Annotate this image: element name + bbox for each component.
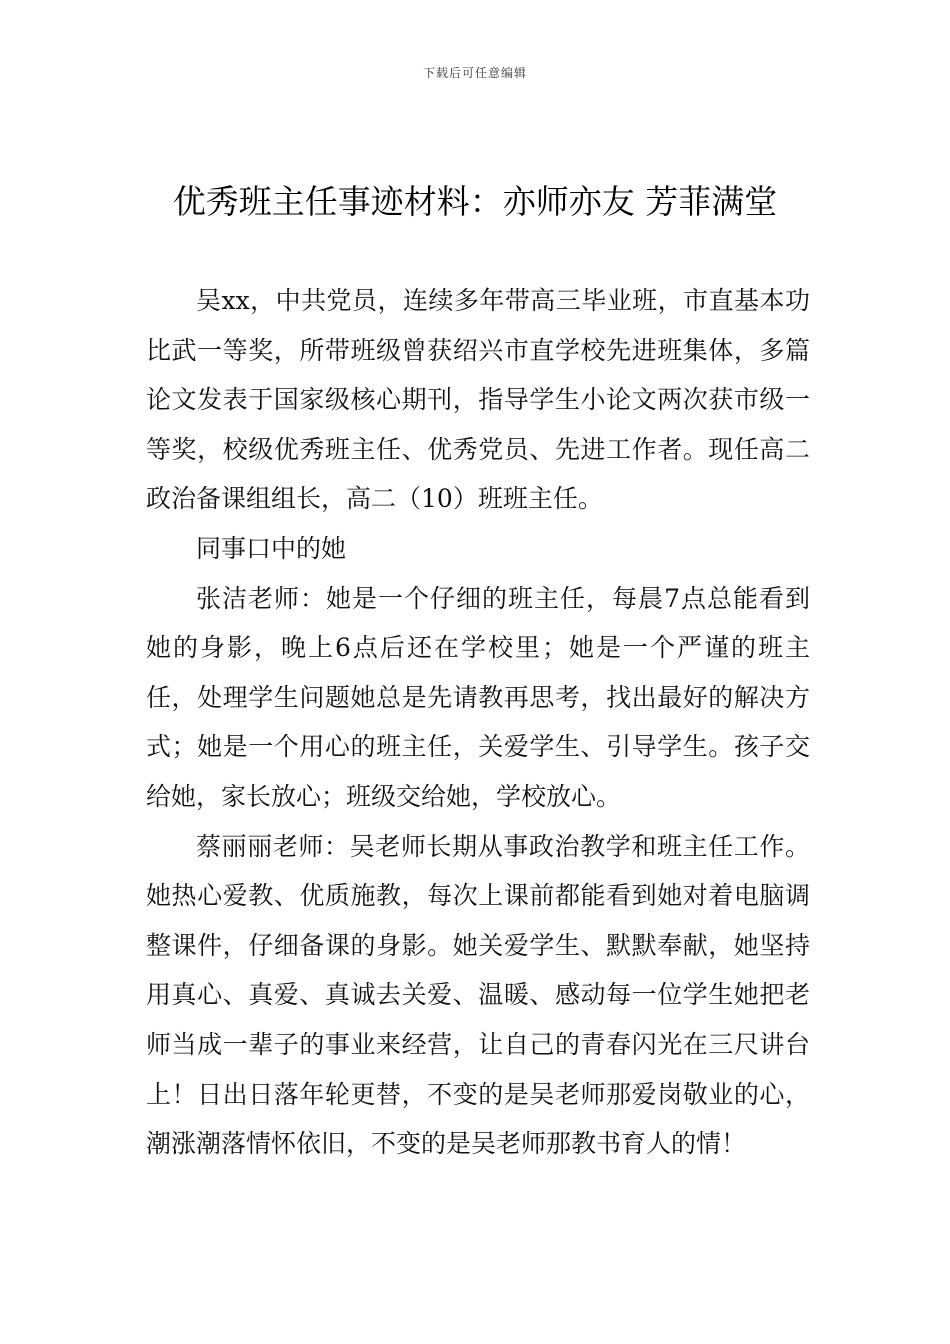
document-title: 优秀班主任事迹材料：亦师亦友 芳菲满堂 [172, 182, 778, 221]
paragraph-cai: 蔡丽丽老师：吴老师长期从事政治教学和班主任工作。她热心爱教、优质施教，每次上课前都能看到她对着电脑调整课件，仔细备课的身影。她关爱学生、默默奉献，她坚持用真心、真爱、真诚去关爱、温暖、感动每一位学生她把老师当成一辈子的事业来经营，让自己的青春闪光在三尺讲台上！日出日落年轮更替，不变的是吴老师那爱岗敬业的心，潮涨潮落情怀依旧，不变的是吴老师那教书育人的情！ [146, 831, 810, 1159]
header-note: 下载后可任意编辑 [422, 66, 527, 80]
document-body [146, 276, 810, 1169]
paragraph-intro: 吴xx，中共党员，连续多年带高三毕业班，市直基本功比武一等奖，所带班级曾获绍兴市直学校先进班集体，多篇论文发表于国家级核心期刊，指导学生小论文两次获市级一等奖，校级优秀班主任、优秀党员、先进工作者。现任高二政治备课组组长，高二（10）班班主任。 [146, 286, 810, 514]
section-heading: 同事口中的她 [196, 533, 347, 563]
paragraph-zhang: 张洁老师：她是一个仔细的班主任，每晨7点总能看到她的身影，晚上6点后还在学校里；她是一个严谨的班主任，处理学生问题她总是先请教再思考，找出最好的解决方式；她是一个用心的班主任，关爱学生、引导学生。孩子交给她，家长放心；班级交给她，学校放心。 [146, 583, 810, 811]
